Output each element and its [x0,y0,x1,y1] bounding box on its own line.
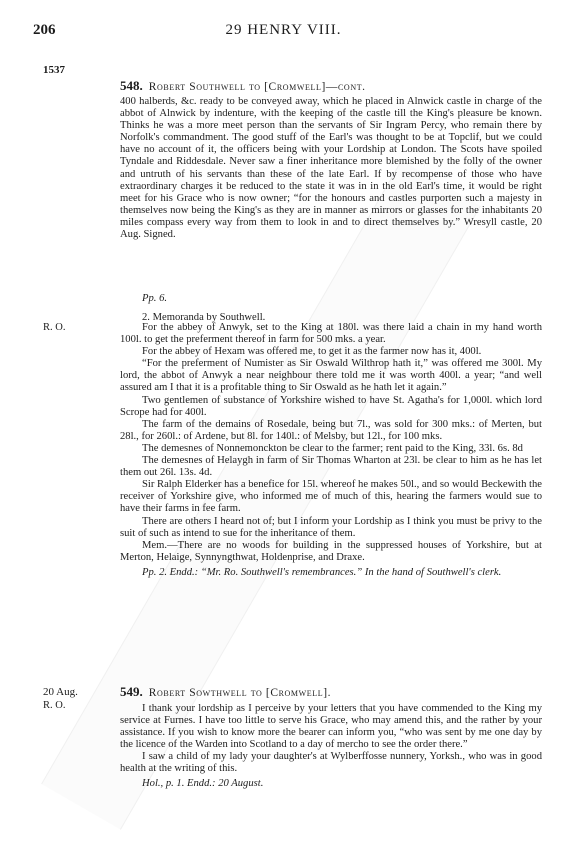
memorandum-item: There are others I heard not of; but I inform your Lordship as I think you must be privy to the suit of such as intend to sue for the inheritance of them. [120,515,542,539]
memorandum-item: Mem.—There are no woods for building in the suppressed houses of Yorkshire, but at Merton, Helaige, Synnyngthwat, Holdenprise, and Draxe. [120,539,542,563]
memorandum-item: The demesnes of Nonnemonckton be clear to the farmer; rent paid to the King, 33l. 6s. 8d [142,442,523,454]
entry-title: Robert Sowthwell to [Cromwell]. [148,687,332,699]
letter-paragraph: I saw a child of my lady your daughter's at Wylberffosse nunnery, Yorksh., who was in good health at the writing of this. [120,751,542,775]
memorandum-item: Sir Ralph Elderker has a benefice for 15l. whereof he makes 50l., and so would Beckewith the receiver of Yorkshire give, who informed me of much of this, hearing the farmers would sue to have their farms in fee farm. [120,479,542,515]
memorandum-item: For the abbey of Anwyk, set to the King at 180l. was there laid a chain in my hand worth 100l. to get the preferment thereof in farm for 500 mks. a year. [120,322,542,346]
entry-549-letter [120,703,542,790]
letter-paragraph: 400 halberds, &c. ready to be conveyed away, which he placed in Alnwick castle in charge of the abbot of Alnwick by indenture, with the keeping of the castle till the King's pleasure be known. Thinks he was a more meet person than the servants of Sir Ingram Percy, who remain there by Norfolk's commandment. The good stuff of the Earl's was thought to be at Topclif, but we could have no account of it, the officers being with your Lordship at London. The Scots have spoiled Tyndale and Riddesdale. Never saw a finer inheritance more blemished by the folly of the owner and untruth of his servants than these of the late Earl. If by recompense of those who have extraordinary charges it be reduced to the state it was in in the old Earl's time, it would be right meet for his Grace who is now owner; “for the honours and castles purporten such a majesty in themselves now being the King's as they are in manner as mirrors or glasses for the inhabitants 20 miles compass every way from them to look in and to direct themselves by.” Wresyll castle, 20 Aug. Signed. [120,96,542,241]
entry-title: Robert Southwell to [Cromwell]—cont. [148,81,366,93]
entry-548-letter [120,96,542,241]
entry-548-pages [142,293,564,305]
memorandum-item: For the abbey of Hexam was offered me, to get it as the farmer now has it, 400l. [142,346,482,358]
memorandum-item: The farm of the demains of Rosedale, being but 7l., was sold for 300 mks.: of Merten, but 28l., for 260l.: of Ardene, but 8l. for 140l.: of Melsby, but 12l., for 100 mks. [120,418,542,442]
memoranda-endorsement: Pp. 2. Endd.: “Mr. Ro. Southwell's remembrances.” In the hand of Southwell's clerk. [142,566,502,578]
memoranda-margin-ref: R. O. [43,322,66,333]
memorandum-item: Two gentlemen of substance of Yorkshire wished to have St. Agatha's for 1,000l. which lord Scrope had for 400l. [120,394,542,418]
letter-paragraph: I thank your lordship as I perceive by your letters that you have commended to the King my service at Furnes. I have too little to serve his Grace, who may amend this, and the rather by your assistance. If you wish to know more the bearer can inform you, “who was sent by me one day by the licence of the Warden into Scotland to a day of mercho to see the order there.” [120,703,542,751]
memorandum-item: The demesnes of Helaygh in farm of Sir Thomas Wharton at 23l. be clear to him as he has let them out 26l. 13s. 4d. [120,455,542,479]
running-title: 29 HENRY VIII. [225,22,342,38]
entry-548-heading [120,80,542,94]
entry-number: 548. [120,78,143,93]
entry-549-date: 20 Aug. [43,686,78,698]
entry-549-ref: R. O. [43,700,66,711]
entry-549-heading [120,686,542,700]
year-marker: 1537 [43,64,65,76]
memorandum-item: “For the preferment of Numister as Sir Oswald Wilthrop hath it,” was offered me 300l. My lord, the abbot of Anwyk a near neighbour there told me it was worth 400l. a year; “and well assured am I that it is a profitable thing to Sir Oswald as he hath let it again.” [120,358,542,394]
memoranda-list [120,322,542,579]
page-number: 206 [33,22,56,38]
entry-number: 549. [120,684,143,699]
pages-note: Pp. 6. [142,293,168,304]
entry-549-endorsement: Hol., p. 1. Endd.: 20 August. [142,777,264,789]
memoranda-title: 2. Memoranda by Southwell. [142,312,266,323]
